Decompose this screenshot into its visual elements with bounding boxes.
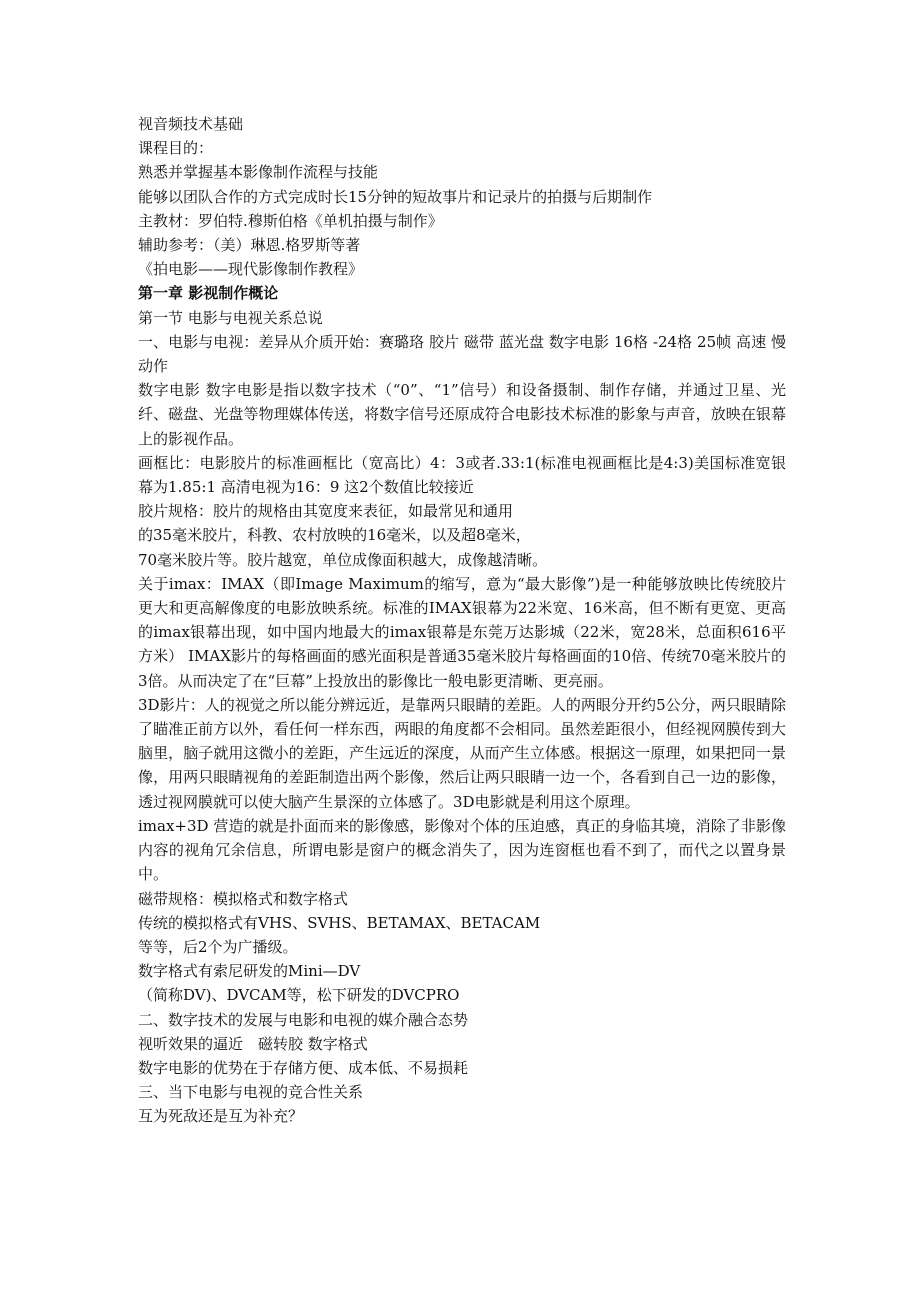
tape-digital-more: （简称DV)、DVCAM等，松下研发的DVCPRO (138, 986, 460, 1005)
tape-digital-sony: 数字格式有索尼研发的Mini—DV (138, 962, 361, 981)
main-textbook: 主教材：罗伯特.穆斯伯格《单机拍摄与制作》 (138, 211, 443, 230)
section-2-title: 二、数字技术的发展与电影和电视的媒介融合态势 (138, 1010, 469, 1029)
objective-heading: 课程目的： (138, 139, 214, 158)
objective-item-1: 熟悉并掌握基本影像制作流程与技能 (138, 163, 379, 182)
chapter-title: 第一章 影视制作概论 (138, 284, 279, 303)
tape-analog-formats: 传统的模拟格式有VHS、SVHS、BETAMAX、BETACAM (138, 913, 541, 932)
section-title: 第一节 电影与电视关系总说 (138, 308, 323, 327)
film-spec-line-1: 胶片规格：胶片的规格由其宽度来表征，如最常见和通用 (138, 502, 514, 521)
reference-book: 《拍电影——现代影像制作教程》 (138, 260, 364, 279)
objective-item-2: 能够以团队合作的方式完成时长15分钟的短故事片和记录片的拍摄与后期制作 (138, 187, 653, 206)
section-3-title: 三、当下电影与电视的竞合性关系 (138, 1083, 364, 1102)
paragraph-digital-film: 数字电影 数字电影是指以数字技术（“0”、“1”信号）和设备摄制、制作存储，并通过卫星、光纤、磁盘、光盘等物理媒体传送，将数字信号还原成符合电影技术标准的影象与声音，放映在银幕上的影视作品。 (138, 381, 786, 448)
film-spec-line-2: 的35毫米胶片，科教、农村放映的16毫米，以及超8毫米， (138, 526, 531, 545)
tape-spec-heading: 磁带规格：模拟格式和数字格式 (138, 889, 349, 908)
section-2-advantages: 数字电影的优势在于存储方便、成本低、不易损耗 (138, 1058, 469, 1077)
section-3-question: 互为死敌还是互为补充？ (138, 1107, 304, 1126)
paragraph-film-vs-tv: 一、电影与电视：差异从介质开始：赛璐珞 胶片 磁带 蓝光盘 数字电影 16格 -24格 25帧 高速 慢动作 (138, 332, 786, 376)
paragraph-imax: 关于imax：IMAX（即Image Maximum的缩写，意为“最大影像”)是一种能够放映比传统胶片更大和更高解像度的电影放映系统。标准的IMAX银幕为22米宽、16米高，但不断有更宽、更高的imax银幕出现，如中国内地最大的imax银幕是东莞万达影城（22米，宽28米，总面积616平方米） IMAX影片的每格画面的感光面积是普通35毫米胶片每格画面的10倍、传统70毫米胶片的3倍。从而决定了在“巨幕”上投放出的影像比一般电影更清晰、更亮丽。 (138, 574, 786, 690)
section-2-keywords: 视听效果的逼近 磁转胶 数字格式 (138, 1034, 368, 1053)
document-title: 视音频技术基础 (138, 115, 244, 133)
paragraph-aspect-ratio: 画框比：电影胶片的标准画框比（宽高比）4：3或者.33:1(标准电视画框比是4:3)美国标准宽银幕为1.85:1 高清电视为16：9 这2个数值比较接近 (138, 453, 786, 497)
document-page (138, 112, 786, 1129)
tape-broadcast-note: 等等，后2个为广播级。 (138, 937, 298, 956)
paragraph-imax-3d: imax+3D 营造的就是扑面而来的影像感，影像对个体的压迫感，真正的身临其境，消除了非影像内容的视角冗余信息，所谓电影是窗户的概念消失了，因为连窗框也看不到了，而代之以置身景中。 (138, 816, 786, 884)
paragraph-3d-film: 3D影片：人的视觉之所以能分辨远近，是靠两只眼睛的差距。人的两眼分开约5公分，两只眼睛除了瞄准正前方以外，看任何一样东西，两眼的角度都不会相同。虽然差距很小，但经视网膜传到大脑里，脑子就用这微小的差距，产生远近的深度，从而产生立体感。根据这一原理，如果把同一景像，用两只眼睛视角的差距制造出两个影像，然后让两只眼睛一边一个，各看到自己一边的影像，透过视网膜就可以使大脑产生景深的立体感了。3D电影就是利用这个原理。 (138, 695, 786, 811)
film-spec-line-3: 70毫米胶片等。胶片越宽，单位成像面积越大，成像越清晰。 (138, 550, 548, 569)
reference-author: 辅助参考：（美）琳恩.格罗斯等著 (138, 236, 361, 255)
